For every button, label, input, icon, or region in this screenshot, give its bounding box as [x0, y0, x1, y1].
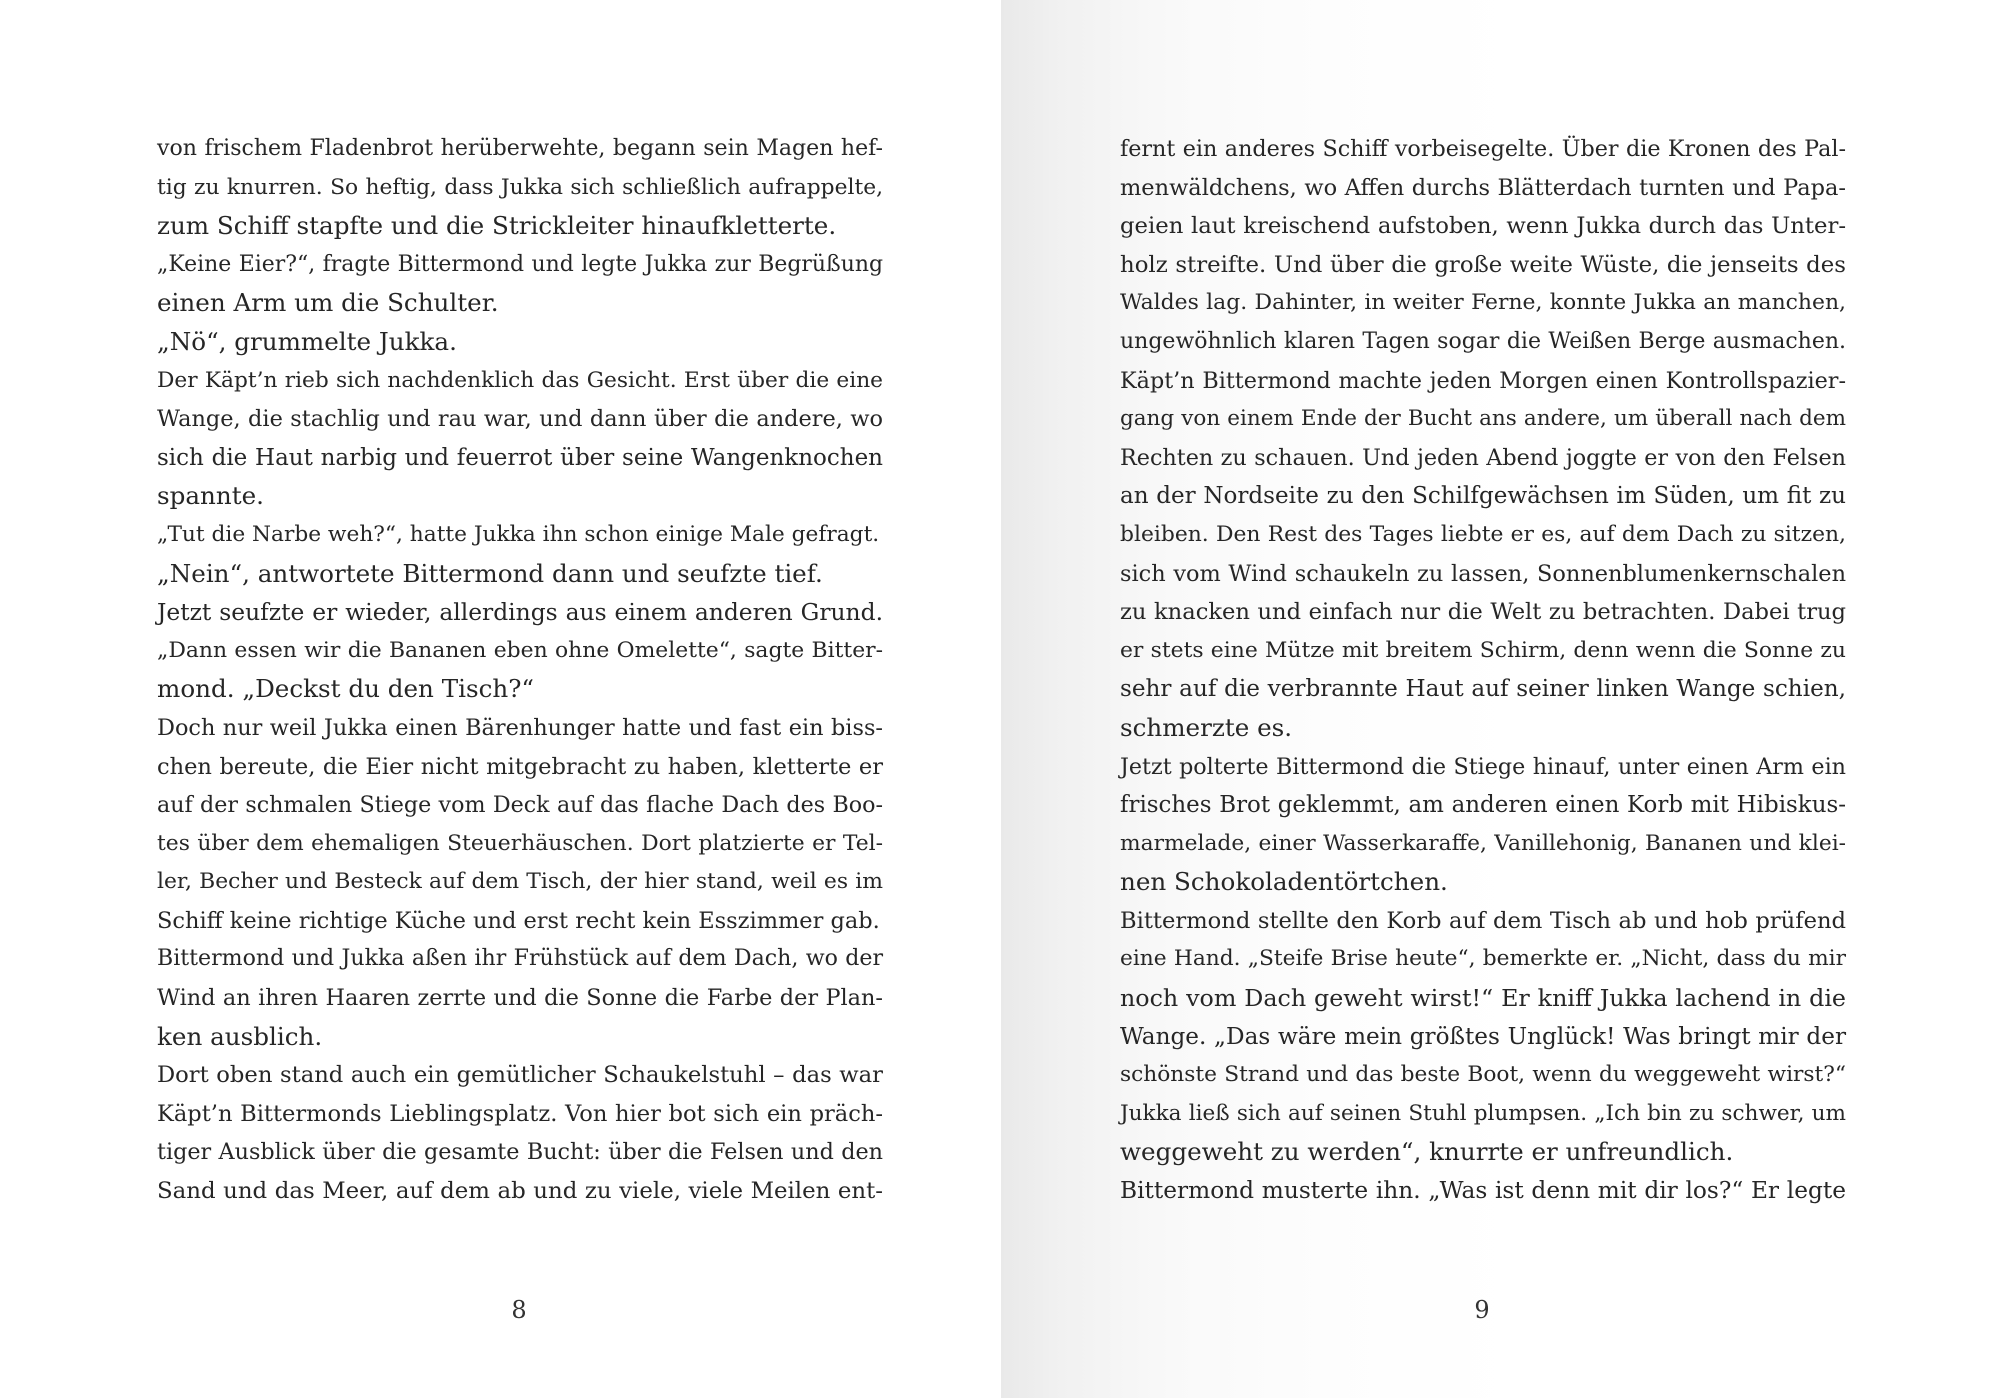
text-line: frisches Brot geklemmt, am anderen einen Korb mit Hibiskus-	[1120, 792, 1846, 819]
text-line: Wange, die stachlig und rau war, und dann über die andere, wo	[157, 406, 883, 433]
text-line: zu knacken und einfach nur die Welt zu betrachten. Dabei trug	[1120, 599, 1846, 626]
text-line: Wind an ihren Haaren zerrte und die Sonne die Farbe der Plan-	[157, 985, 883, 1012]
text-line: holz streifte. Und über die große weite Wüste, die jenseits des	[1120, 251, 1846, 278]
text-line: Rechten zu schauen. Und jeden Abend joggte er von den Felsen	[1120, 444, 1846, 471]
text-line: an der Nordseite zu den Schilfgewächsen im Süden, um fit zu	[1120, 483, 1846, 510]
text-line: gang von einem Ende der Bucht ans andere, um überall nach dem	[1120, 406, 1846, 432]
text-line: ken ausblich.	[157, 1021, 323, 1051]
left-page-number: 8	[511, 1296, 527, 1324]
text-line: mond. „Deckst du den Tisch?“	[157, 674, 534, 704]
text-line: „Dann essen wir die Bananen eben ohne Omelette“, sagte Bitter-	[157, 637, 883, 663]
text-line: weggeweht zu werden“, knurrte er unfreundlich.	[1120, 1137, 1734, 1167]
text-line: Sand und das Meer, auf dem ab und zu viele, viele Meilen ent-	[157, 1178, 883, 1205]
text-line: Schiff keine richtige Küche und erst recht kein Esszimmer gab.	[157, 907, 880, 934]
text-line: noch vom Dach geweht wirst!“ Er kniff Jukka lachend in die	[1120, 984, 1846, 1013]
text-line: chen bereute, die Eier nicht mitgebracht zu haben, kletterte er	[157, 753, 883, 780]
text-line: schönste Strand und das beste Boot, wenn du weggeweht wirst?“	[1120, 1062, 1846, 1088]
text-line: fernt ein anderes Schiff vorbeisegelte. Über die Kronen des Pal-	[1120, 136, 1846, 162]
text-line: Doch nur weil Jukka einen Bärenhunger hatte und fast ein biss-	[157, 714, 883, 741]
text-line: Der Käpt’n rieb sich nachdenklich das Gesicht. Erst über die eine	[157, 367, 883, 393]
text-line: Jukka ließ sich auf seinen Stuhl plumpsen. „Ich bin zu schwer, um	[1120, 1100, 1846, 1126]
text-line: geien laut kreischend aufstoben, wenn Jukka durch das Unter-	[1120, 213, 1846, 240]
text-line: von frischem Fladenbrot herüberwehte, begann sein Magen hef-	[157, 136, 883, 161]
text-line: sehr auf die verbrannte Haut auf seiner linken Wange schien,	[1120, 676, 1846, 703]
text-line: zum Schiff stapfte und die Strickleiter hinaufkletterte.	[157, 211, 837, 241]
text-line: marmelade, einer Wasserkaraffe, Vanillehonig, Bananen und klei-	[1120, 830, 1846, 856]
text-line: „Nein“, antwortete Bittermond dann und seufzte tief.	[157, 558, 823, 588]
text-line: spannte.	[157, 481, 264, 511]
text-line: „Keine Eier?“, fragte Bittermond und legte Jukka zur Begrüßung	[157, 251, 883, 277]
text-line: eine Hand. „Steife Brise heute“, bemerkte er. „Nicht, dass du mir	[1120, 946, 1846, 972]
text-line: Käpt’n Bittermonds Lieblingsplatz. Von hier bot sich ein präch-	[157, 1100, 883, 1127]
text-line: tes über dem ehemaligen Steuerhäuschen. Dort platzierte er Tel-	[157, 830, 883, 856]
text-line: Bittermond musterte ihn. „Was ist denn mit dir los?“ Er legte	[1120, 1177, 1846, 1205]
text-line: schmerzte es.	[1120, 712, 1293, 742]
text-line: „Nö“, grummelte Jukka.	[157, 326, 457, 356]
text-line: sich vom Wind schaukeln zu lassen, Sonnenblumenkernschalen	[1120, 560, 1846, 587]
text-line: Dort oben stand auch ein gemütlicher Schaukelstuhl – das war	[157, 1062, 883, 1089]
text-line: einen Arm um die Schulter.	[157, 288, 499, 318]
text-line: nen Schokoladentörtchen.	[1120, 867, 1448, 897]
text-line: auf der schmalen Stiege vom Deck auf das flache Dach des Boo-	[157, 792, 883, 819]
text-line: ungewöhnlich klaren Tagen sogar die Weißen Berge ausmachen.	[1120, 328, 1846, 354]
text-line: tiger Ausblick über die gesamte Bucht: über die Felsen und den	[157, 1139, 883, 1166]
text-line: „Tut die Narbe weh?“, hatte Jukka ihn schon einige Male gefragt.	[157, 521, 880, 547]
text-line: Jetzt seufzte er wieder, allerdings aus einem anderen Grund.	[157, 598, 883, 627]
right-page-text	[1120, 130, 1846, 1211]
left-page-text	[157, 130, 883, 1211]
text-line: Käpt’n Bittermond machte jeden Morgen einen Kontrollspazier-	[1120, 367, 1846, 394]
text-line: ler, Becher und Besteck auf dem Tisch, der hier stand, weil es im	[157, 869, 883, 895]
text-line: bleiben. Den Rest des Tages liebte er es, auf dem Dach zu sitzen,	[1120, 521, 1846, 547]
text-line: Wange. „Das wäre mein größtes Unglück! Was bringt mir der	[1120, 1023, 1846, 1050]
text-line: Bittermond und Jukka aßen ihr Frühstück auf dem Dach, wo der	[157, 946, 883, 972]
right-page	[1001, 0, 2000, 1398]
text-line: Bittermond stellte den Korb auf dem Tisch ab und hob prüfend	[1120, 907, 1846, 934]
text-line: er stets eine Mütze mit breitem Schirm, denn wenn die Sonne zu	[1120, 637, 1846, 663]
text-line: tig zu knurren. So heftig, dass Jukka sich schließlich aufrappelte,	[157, 174, 883, 200]
text-line: menwäldchens, wo Affen durchs Blätterdach turnten und Papa-	[1120, 174, 1846, 201]
text-line: Waldes lag. Dahinter, in weiter Ferne, konnte Jukka an manchen,	[1120, 290, 1846, 316]
text-line: Jetzt polterte Bittermond die Stiege hinauf, unter einen Arm ein	[1120, 753, 1846, 780]
right-page-number: 9	[1474, 1296, 1490, 1324]
text-line: sich die Haut narbig und feuerrot über seine Wangenknochen	[157, 444, 883, 471]
